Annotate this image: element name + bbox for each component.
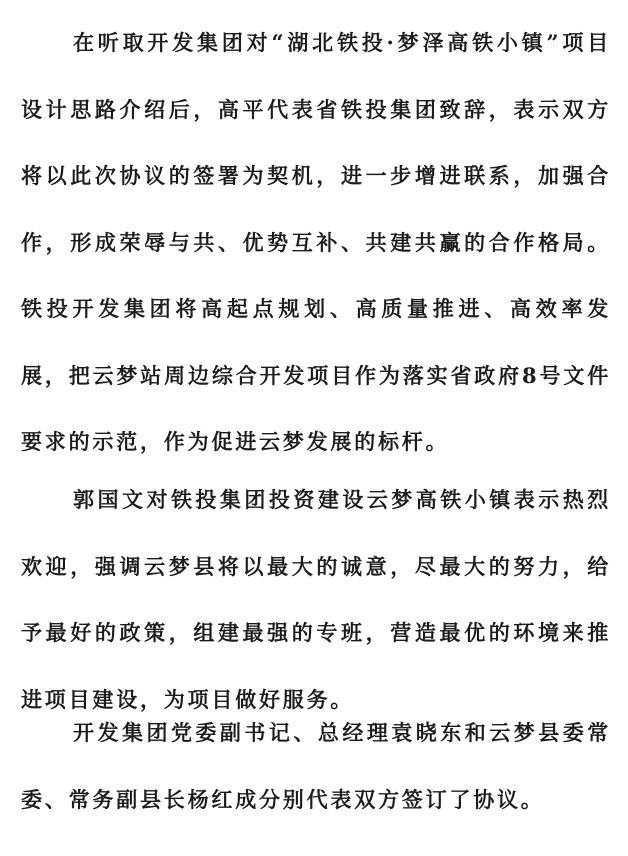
paragraph-welcome-remarks: 郭国文对铁投集团投资建设云梦高铁小镇表示热烈欢迎，强调云梦县将以最大的诚意，尽最大的努力，给予最好的政策，组建最强的专班，营造最优的环境来推进项目建设，为项目做好服务。	[21, 487, 611, 712]
paragraph-signing-speech: 在听取开发集团对“湖北铁投·梦泽高铁小镇”项目设计思路介绍后，高平代表省铁投集团致辞，表示双方将以此次协议的签署为契机，进一步增进联系，加强合作，形成荣辱与共、优势互补、共建共赢的合作格局。铁投开发集团将高起点规划、高质量推进、高效率发展，把云梦站周边综合开发项目作为落实省政府8号文件要求的示范，作为促进云梦发展的标杆。	[21, 30, 611, 454]
paragraph-agreement-signing: 开发集团党委副书记、总经理袁晓东和云梦县委常委、常务副县长杨红成分别代表双方签订了协议。	[21, 720, 611, 812]
